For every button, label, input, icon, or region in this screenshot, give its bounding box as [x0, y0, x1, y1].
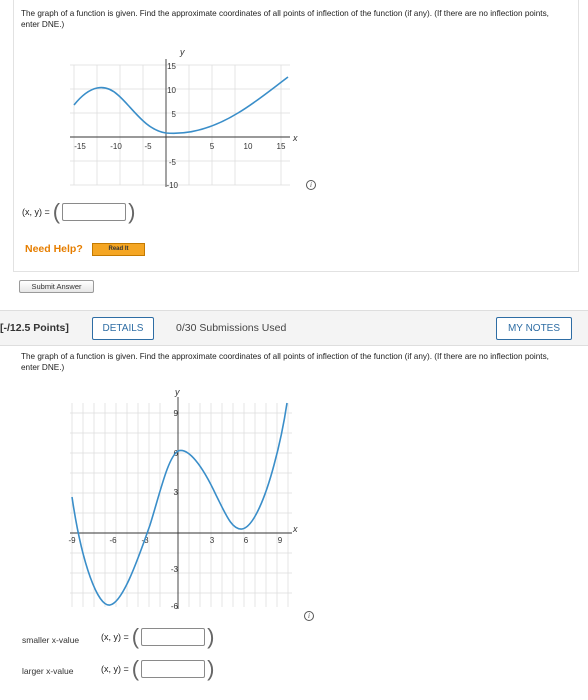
q2-larger-answer-label: (x, y) =: [101, 664, 129, 674]
q2-larger-answer-row: [101, 658, 214, 680]
q1-answer-row: [22, 201, 135, 223]
q1-xtick: -15: [74, 142, 86, 151]
points-label: [-/12.5 Points]: [0, 322, 69, 334]
q2-xtick: -9: [68, 536, 76, 545]
question-2-graph: [60, 385, 310, 625]
q2-ytick: -6: [170, 602, 178, 611]
q1-answer-input[interactable]: [62, 203, 126, 221]
info-icon[interactable]: i: [306, 180, 316, 190]
q1-xtick: -5: [144, 142, 152, 151]
question-2-text: The graph of a function is given. Find the approximate coordinates of all points of inflection of the function (if any). (If there are no inflection points, enter DNE.): [21, 352, 549, 372]
q1-xtick: 10: [243, 142, 253, 151]
q2-xtick: -3: [141, 536, 149, 545]
q1-x-axis-label: x: [293, 133, 298, 143]
q1-xtick: -10: [110, 142, 122, 151]
q1-xtick: 5: [209, 142, 215, 151]
details-button[interactable]: DETAILS: [92, 317, 154, 340]
q2-smaller-answer-input[interactable]: [141, 628, 205, 646]
q2-smaller-answer-row: [101, 626, 214, 648]
q2-ytick: 6: [173, 449, 178, 458]
open-paren: (: [131, 656, 140, 681]
question-2-header: [0, 310, 588, 346]
close-paren: ): [207, 656, 215, 681]
q2-x-axis-label: x: [293, 524, 298, 534]
q2-larger-answer-input[interactable]: [141, 660, 205, 678]
q2-xtick: 6: [243, 536, 249, 545]
q1-ytick: -10: [166, 181, 178, 190]
q1-function-curve: [74, 77, 288, 133]
q1-ytick: 10: [167, 86, 176, 95]
my-notes-button[interactable]: MY NOTES: [496, 317, 572, 340]
q2-ytick: 3: [173, 488, 178, 497]
q1-y-axis-label: y: [180, 47, 185, 57]
q2-ytick: -3: [170, 565, 178, 574]
q2-xtick: -6: [109, 536, 117, 545]
question-1-text: The graph of a function is given. Find the approximate coordinates of all points of inflection of the function (if any). (If there are no inflection points, enter DNE.): [21, 9, 549, 29]
need-help-label: Need Help?: [25, 243, 83, 255]
q1-xtick: 15: [276, 142, 286, 151]
q2-smaller-answer-label: (x, y) =: [101, 632, 129, 642]
question-1-graph: [60, 45, 310, 200]
open-paren: (: [52, 199, 61, 224]
submissions-count: 0/30 Submissions Used: [176, 322, 287, 334]
q2-ytick: 9: [173, 409, 178, 418]
q1-ytick: -5: [168, 158, 176, 167]
q2-xtick: 3: [209, 536, 215, 545]
close-paren: ): [128, 199, 136, 224]
q1-ytick: 15: [167, 62, 176, 71]
read-it-button[interactable]: Read It: [92, 243, 145, 256]
smaller-x-value-label: smaller x-value: [22, 635, 80, 645]
q2-xtick: 9: [277, 536, 283, 545]
open-paren: (: [131, 624, 140, 649]
submit-answer-button[interactable]: Submit Answer: [19, 280, 94, 293]
close-paren: ): [207, 624, 215, 649]
q1-ytick: 5: [171, 110, 176, 119]
q2-y-axis-label: y: [175, 387, 180, 397]
larger-x-value-label: larger x-value: [22, 666, 74, 676]
info-icon[interactable]: i: [304, 611, 314, 621]
q1-answer-label: (x, y) =: [22, 207, 50, 217]
